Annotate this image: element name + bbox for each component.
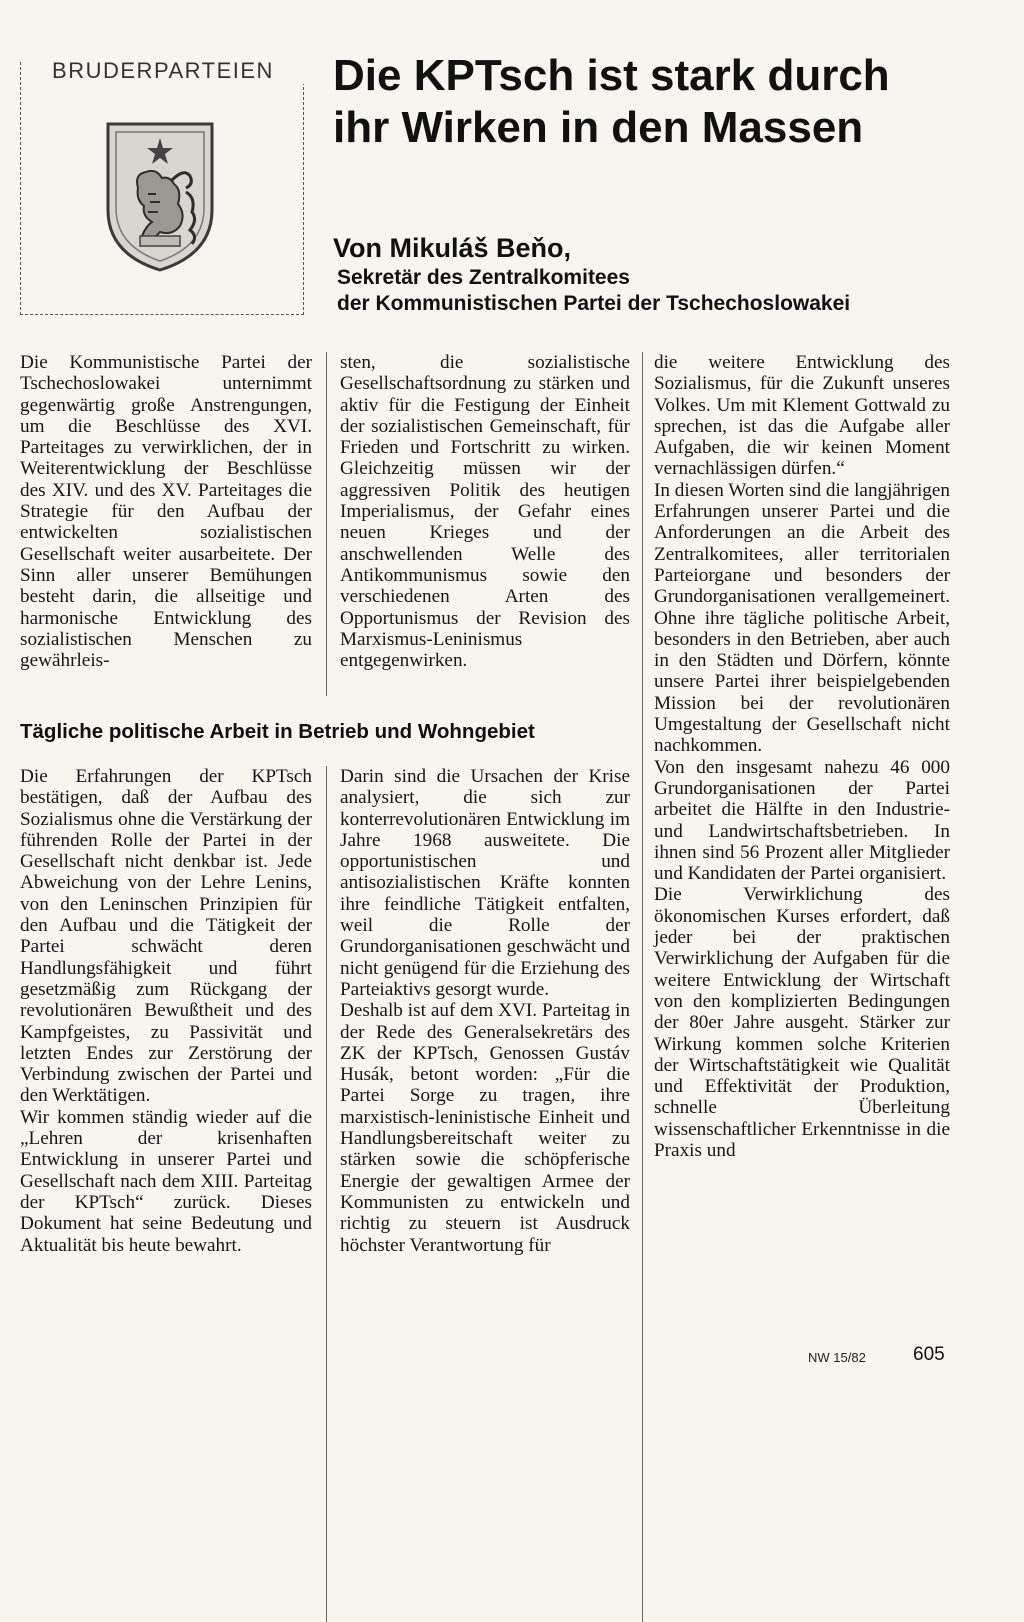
paragraph: In diesen Worten sind die langjährigen Erfahrungen unserer Partei und die Anforderungen an die Arbeit des Zentralkomitees, aller territorialen Parteiorgane und besonders der Grundorganisationen verallgemeinert. Ohne ihre tägliche politische Arbeit, besonders in den Betrieben, aber auch in den Städten und Dörfern, könnte unsere Partei ihrer beispielgebenden Mission bei der revolutionären Umgestaltung der Gesellschaft nicht nachkommen.	[654, 479, 950, 757]
column-3	[654, 352, 950, 1161]
column-divider	[642, 352, 643, 1622]
paragraph: sten, die sozialistische Gesellschaftsordnung zu stärken und aktiv für die Festigung der Einheit der sozialistischen Gemeinschaft, für Frieden und Fortschritt zu wirken. Gleichzeitig müssen wir der aggressiven Politik des heutigen Imperialismus, der Gefahr eines neuen Krieges und der anschwellenden Welle des Antikommunismus sowie den verschiedenen Arten des Opportunismus der Revision des Marxismus-Leninismus entgegenwirken.	[340, 352, 630, 672]
czechoslovak-state-emblem-icon	[98, 118, 222, 274]
article-title: Die KPTsch ist stark durch ihr Wirken in den Massen	[333, 51, 890, 152]
paragraph: Die Kommunistische Partei der Tschechoslowakei unternimmt gegenwärtig große Anstrengungen, um die Beschlüsse des XVI. Parteitages zu verwirklichen, der in Weiterentwicklung der Beschlüsse des XIV. und des XV. Parteitages die Strategie für den Aufbau der entwickelten sozialistischen Gesellschaft weiter ausarbeitete. Der Sinn aller unserer Bemühungen besteht darin, die allseitige und harmonische Entwicklung des sozialistischen Menschen zu gewährleis-	[20, 352, 312, 672]
paragraph: Von den insgesamt nahezu 46 000 Grundorganisationen der Partei arbeitet die Hälfte in den Industrie- und Landwirtschaftsbetrieben. In ihnen sind 56 Prozent aller Mitglieder und Kandidaten der Partei organisiert.	[654, 756, 950, 885]
section-column-1	[20, 766, 312, 1256]
page-number: 605	[913, 1344, 945, 1365]
section-label: BRUDERPARTEIEN	[22, 58, 304, 84]
section-subheading: Tägliche politische Arbeit in Betrieb und Wohngebiet	[20, 720, 535, 743]
column-divider	[326, 766, 327, 1622]
paragraph: Wir kommen ständig wieder auf die „Lehren der krisenhaften Entwicklung in unserer Partei und Gesellschaft nach dem XIII. Parteitag der KPTsch“ zurück. Dieses Dokument hat seine Bedeutung und Aktualität bis heute bewahrt.	[20, 1106, 312, 1256]
paragraph: die weitere Entwicklung des Sozialismus, für die Zukunft unseres Volkes. Um mit Klement Gottwald zu sprechen, ist das die Aufgabe aller Aufgaben, die wir keinen Moment vernachlässigen dürfen.“	[654, 352, 950, 480]
author-name: Von Mikuláš Beňo,	[333, 233, 572, 263]
issue-reference: NW 15/82	[808, 1350, 866, 1365]
section-column-2	[340, 766, 630, 1256]
byline	[333, 231, 953, 317]
paragraph: Darin sind die Ursachen der Krise analysiert, die sich zur konterrevolutionären Entwicklung im Jahre 1968 ausweitete. Die opportunistischen und antisozialistischen Kräfte konnten ihre feindliche Tätigkeit entfalten, weil die Rolle der Grundorganisationen geschwächt und nicht genügend für die Erziehung des Parteiaktivs gesorgt wurde.	[340, 766, 630, 1000]
paragraph: Die Verwirklichung des ökonomischen Kurses erfordert, daß jeder bei der praktischen Verwirklichung der Aufgaben für die weitere Entwicklung der Wirtschaft von den komplizierten Bedingungen der 80er Jahre ausgeht. Stärker zur Wirkung kommen solche Kriterien der Wirtschaftstätigkeit wie Qualität und Effektivität der Produktion, schnelle Überleitung wissenschaftlicher Erkenntnisse in die Praxis und	[654, 884, 950, 1161]
author-role-line-1: Sekretär des Zentralkomitees	[337, 266, 630, 289]
author-role-line-2: der Kommunistischen Partei der Tschechoslowakei	[337, 292, 851, 315]
intro-column-1	[20, 352, 312, 671]
paragraph: Deshalb ist auf dem XVI. Parteitag in der Rede des Generalsekretärs des ZK der KPTsch, Genossen Gustáv Husák, betont worden: „Für die Partei Sorge zu tragen, ihre marxistisch-leninistische Einheit und Handlungsbereitschaft weiter zu stärken sowie die schöpferische Energie der gewaltigen Armee der Kommunisten zu entwickeln und richtig zu steuern ist Ausdruck höchster Verantwortung für	[340, 1000, 630, 1256]
paragraph: Die Erfahrungen der KPTsch bestätigen, daß der Aufbau des Sozialismus ohne die Verstärkung der führenden Rolle der Partei in der Gesellschaft nicht denkbar ist. Jede Abweichung von der Lehre Lenins, von den Leninschen Prinzipien für den Aufbau und die Tätigkeit der Partei schwächt deren Handlungsfähigkeit und führt gesetzmäßig zum Rückgang der revolutionären Bewußtheit und des Kampfgeistes, zu Passivität und letzten Endes zur Zerstörung der Verbindung zwischen der Partei und den Werktätigen.	[20, 766, 312, 1107]
intro-column-2	[340, 352, 630, 671]
column-divider	[326, 352, 327, 696]
